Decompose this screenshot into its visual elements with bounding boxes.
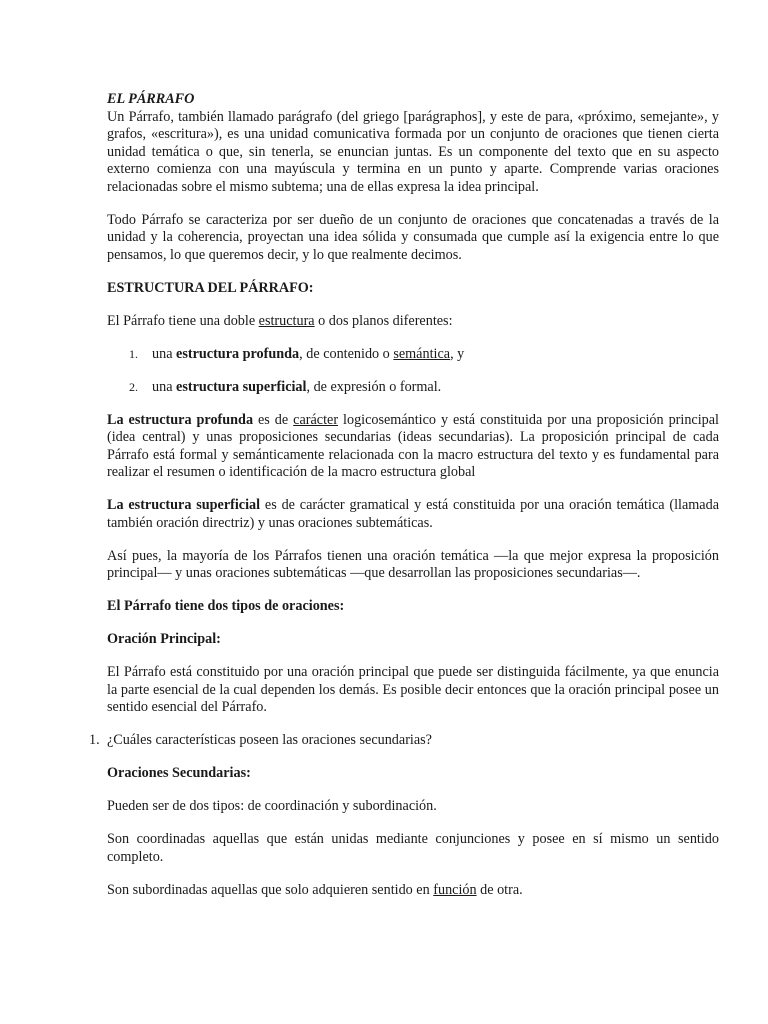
link-estructura[interactable]: estructura (258, 312, 315, 329)
link-funcion[interactable]: función (433, 881, 477, 898)
list-item (107, 379, 719, 397)
structure-intro (107, 313, 719, 331)
subordinated-paragraph (107, 882, 719, 900)
question-number: 1. (89, 732, 100, 748)
list-text: una (152, 345, 177, 362)
list-number: 1. (129, 346, 138, 361)
types-heading: El Párrafo tiene dos tipos de oraciones: (107, 598, 345, 614)
question-text: ¿Cuáles características poseen las oraciones secundarias? (107, 732, 432, 748)
question-item (89, 732, 719, 750)
list-text: , y (450, 345, 465, 362)
principal-paragraph: El Párrafo está constituido por una oración principal que puede ser distinguida fácilmente, ya que enuncia la parte esencial de la cual dependen los demás. Es posible decir entonces que la oración principal posee un sentido esencial del Párrafo. (107, 664, 719, 715)
structure-intro-text-end: o dos planos diferentes: (314, 312, 453, 329)
surface-structure-paragraph (107, 497, 719, 532)
deep-structure-term: La estructura profunda (107, 411, 254, 428)
list-bold-term: estructura superficial (176, 378, 307, 395)
document-title: EL PÁRRAFO (107, 91, 195, 107)
list-text: una (152, 378, 177, 395)
subordinated-text-end: de otra. (476, 881, 523, 898)
document-page (89, 91, 720, 915)
list-text: , de expresión o formal. (306, 378, 442, 395)
list-number: 2. (129, 379, 138, 394)
surface-text: es de carácter gramatical y está constituida por una oración temática (llamada también oración directriz) y unas oraciones subtemáticas. (107, 497, 719, 531)
deep-text-end: logicosemántico y está constituida por una proposición principal (idea central) y unas proposiciones secundarias (ideas secundarias). La proposición principal de cada Párrafo está formal y semánticamente relacionada con la macro estructura del texto y es fundamental para realizar el resumen o identificación de la macro estructura global (107, 411, 720, 480)
structure-heading: ESTRUCTURA DEL PÁRRAFO: (107, 279, 314, 296)
surface-structure-term: La estructura superficial (107, 497, 261, 513)
link-semantica[interactable]: semántica (393, 345, 451, 362)
coordinated-paragraph: Son coordinadas aquellas que están unidas mediante conjunciones y posee en sí mismo un sentido completo. (107, 831, 719, 865)
secondary-heading: Oraciones Secundarias: (107, 765, 251, 781)
structure-list (107, 346, 719, 397)
intro-text: Un Párrafo, también llamado parágrafo (del griego [parágraphos], y este de para, «próximo, semejante», y grafos, «escritura»), es una unidad comunicativa formada por un conjunto de oraciones que tienen cierta unidad temática o que, sin tenerla, se enuncian juntas. Es un componente del texto que en su aspecto externo comienza con una mayúscula y termina en un punto y aparte. Comprende varias oraciones relacionadas sobre el mismo subtema; una de ellas expresa la idea principal. (107, 108, 719, 195)
link-caracter[interactable]: carácter (293, 411, 339, 428)
subordinated-text: Son subordinadas aquellas que solo adquieren sentido en (107, 881, 434, 898)
list-item (107, 346, 719, 364)
principal-heading: Oración Principal: (107, 631, 221, 647)
asi-pues-paragraph: Así pues, la mayoría de los Párrafos tienen una oración temática —la que mejor expresa la proposición principal— y unas oraciones subtemáticas —que desarrollan las proposiciones secundarias—. (107, 547, 719, 581)
paragraph-characteristics: Todo Párrafo se caracteriza por ser dueño de un conjunto de oraciones que concatenadas a través de la unidad y la coherencia, proyectan una idea sólida y consumada que cumple así la exigencia entre lo que pensamos, lo que queremos decir, y lo que realmente decimos. (107, 211, 719, 263)
list-text: , de contenido o (299, 345, 394, 362)
list-bold-term: estructura profunda (176, 345, 300, 362)
intro-paragraph (107, 91, 719, 196)
secondary-types-paragraph: Pueden ser de dos tipos: de coordinación y subordinación. (107, 798, 437, 814)
deep-structure-paragraph (107, 412, 719, 482)
deep-text: es de (253, 411, 294, 428)
structure-intro-text: El Párrafo tiene una doble (107, 312, 259, 329)
